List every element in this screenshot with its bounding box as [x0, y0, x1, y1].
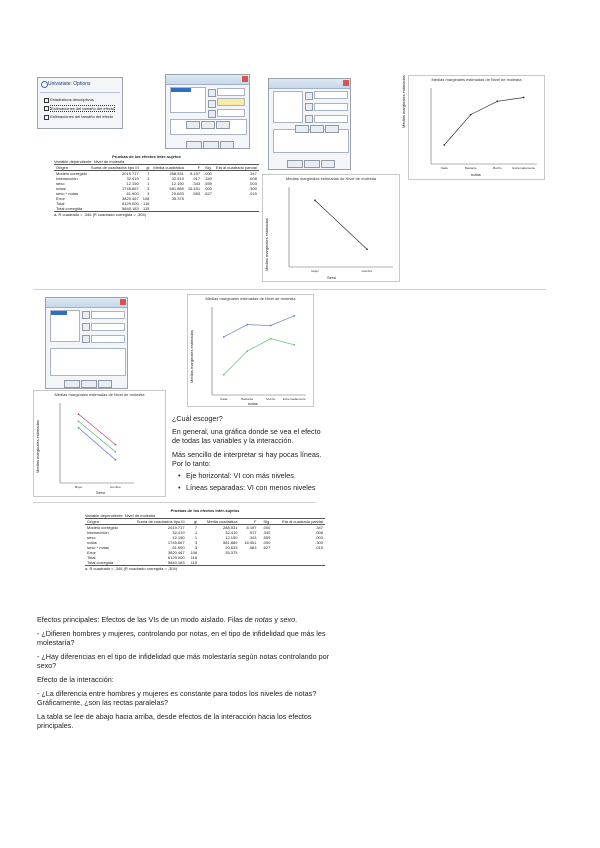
define-graph-dialog-thumbnail: [268, 78, 351, 170]
data-point: [223, 336, 225, 338]
table-cell: 288.531: [169, 171, 184, 176]
column-header: F: [186, 165, 202, 171]
table-cell: 581.889: [223, 540, 238, 545]
table-cell: [259, 560, 273, 566]
data-point: [246, 350, 248, 352]
column-header: Origen: [54, 165, 89, 171]
side-paragraph: Más sencillo de interpretar si hay pocas líneas. Por lo tanto:: [172, 450, 322, 468]
table-cell: 115: [190, 560, 198, 565]
line-chart: [263, 175, 401, 283]
option-label: Estimaciones del tamaño del efecto: [50, 114, 114, 119]
table-cell: [199, 560, 239, 566]
table-cell: 6129.000: [122, 201, 139, 206]
table-cell: 32.419: [225, 530, 238, 535]
table-subtitle: Variable dependiente: Nivel de molestia: [54, 159, 125, 164]
move-arrow-button[interactable]: [305, 103, 313, 111]
x-tick-label: Mucho: [266, 397, 276, 401]
table-cell: 12.150: [171, 181, 184, 186]
table-cell: 20.633: [171, 191, 184, 196]
separate-plots-field[interactable]: [91, 335, 125, 343]
data-point: [443, 144, 445, 146]
column-header: Sig.: [202, 165, 214, 171]
help-button[interactable]: [98, 380, 112, 388]
chart-title: Medias marginales estimadas de Nivel de molestia: [54, 392, 145, 397]
table-cell: 3820.467: [167, 550, 185, 555]
table-cell: 1745.667: [122, 186, 139, 191]
column-header: gl: [187, 519, 200, 525]
table-cell: [151, 206, 185, 212]
selected-factor[interactable]: [51, 311, 67, 315]
dialog-titlebar: [269, 79, 350, 89]
horizontal-axis-field[interactable]: [217, 88, 245, 96]
anova-table-1: [54, 154, 257, 217]
move-arrow-button[interactable]: [305, 92, 313, 100]
separate-plots-field[interactable]: [217, 109, 245, 117]
x-tick-label: Nada: [220, 397, 228, 401]
line-chart: [188, 295, 315, 408]
table-cell: .343: [192, 181, 201, 186]
table-cell: 12.150: [172, 535, 185, 540]
close-icon[interactable]: [120, 299, 126, 305]
table-cell: 3: [147, 191, 150, 196]
table-cell: 288.531: [223, 525, 238, 530]
table-cell: 32.419: [171, 176, 184, 181]
series-line: [79, 421, 116, 451]
list-item: • Líneas separadas: VI con menos niveles: [178, 483, 316, 492]
x-axis-label: notas: [248, 401, 258, 406]
data-point: [223, 374, 225, 376]
horizontal-axis-field[interactable]: [91, 311, 125, 319]
side-heading: ¿Cuál escoger?: [172, 414, 223, 423]
move-arrow-button[interactable]: [82, 323, 90, 331]
table-cell: .008: [315, 530, 323, 535]
anova-table: [54, 164, 259, 212]
change-button[interactable]: [310, 125, 324, 133]
table-cell: .000: [262, 525, 271, 530]
column-header: gl: [141, 165, 152, 171]
table-cell: 108: [142, 196, 150, 201]
table-cell: .300: [315, 540, 323, 545]
define-graph-dialog-thumbnail: [165, 74, 250, 149]
table-cell: 35.375: [171, 196, 184, 201]
y-axis-label: Medias marginales estimadas: [35, 420, 40, 473]
move-arrow-button[interactable]: [82, 311, 90, 319]
continue-button[interactable]: [64, 380, 80, 388]
data-point: [523, 97, 525, 99]
help-button[interactable]: [321, 160, 335, 168]
list-item: • Eje horizontal: VI con más niveles.: [178, 471, 296, 480]
table-cell: .583: [192, 191, 201, 196]
table-cell: 3: [194, 540, 198, 545]
cancel-button[interactable]: [81, 380, 97, 388]
table-cell: 7: [194, 525, 198, 530]
section-divider: [33, 289, 546, 290]
table-cell: sexo: [56, 181, 65, 186]
series-line: [444, 98, 524, 146]
table-cell: .583: [248, 545, 257, 550]
define-graph-dialog-thumbnail: [45, 297, 128, 389]
table-cell: notas: [87, 540, 97, 545]
add-button[interactable]: [186, 121, 200, 129]
change-button[interactable]: [201, 121, 215, 129]
chart-title: Medias marginales estimadas de Nivel de molestia: [285, 176, 377, 181]
table-cell: 8.157: [190, 171, 201, 176]
series-line: [224, 339, 295, 375]
table-subtitle: Variable dependiente: Nivel de molestia: [85, 513, 156, 518]
body-text: [37, 615, 337, 730]
data-point: [366, 248, 368, 250]
horizontal-axis-field[interactable]: [314, 91, 348, 99]
body-paragraph: Efectos principales: Efectos de las VIs de un modo aislado. Filas de notas y sexo.: [37, 615, 298, 624]
table-title: Pruebas de los efectos inter-sujetos: [112, 154, 181, 159]
table-cell: 108: [190, 550, 198, 555]
x-tick-label: Nada: [440, 166, 448, 170]
factors-list[interactable]: [273, 91, 303, 123]
table-cell: .559: [204, 181, 212, 186]
move-arrow-button[interactable]: [208, 89, 216, 97]
table-cell: .627: [262, 545, 271, 550]
options-dialog-thumbnail: [37, 77, 123, 129]
column-header: Media cuadrática: [153, 165, 184, 170]
table-footnote: a. R cuadrado = ,346 (R cuadrado corregida = ,304): [85, 566, 178, 571]
table-cell: [186, 206, 202, 212]
table-cell: Total corregida: [87, 560, 114, 565]
table-cell: 16.451: [187, 186, 201, 191]
checkbox-icon[interactable]: [44, 106, 49, 111]
column-header: Sig.: [259, 519, 273, 525]
move-arrow-button[interactable]: [208, 110, 216, 118]
table-cell: Modelo corregido: [87, 525, 118, 530]
add-button[interactable]: [295, 125, 309, 133]
x-tick-label: Hombre: [110, 485, 121, 489]
plots-list[interactable]: [50, 348, 126, 376]
table-cell: 32.419: [126, 176, 139, 181]
series-line: [79, 428, 116, 460]
y-axis-label: Medias marginales estimadas: [401, 75, 406, 128]
body-paragraph: Efecto de la interacción:: [37, 675, 114, 684]
series-line: [79, 414, 116, 444]
table-cell: Intersección: [87, 530, 109, 535]
side-text: [172, 414, 322, 492]
table-cell: 116: [190, 555, 198, 560]
table-cell: 3820.467: [122, 196, 139, 201]
options-dialog-title: Univariate: Options: [48, 81, 91, 87]
table-title: Pruebas de los efectos inter-sujetos: [170, 508, 240, 513]
window-icon: [41, 81, 48, 88]
table-cell: 5840.183: [122, 206, 139, 211]
table-cell: .347: [249, 171, 257, 176]
chart-title: Medias marginales estimadas de Nivel de molestia: [431, 77, 522, 82]
column-header: F: [239, 519, 258, 525]
x-tick-label: Bastante: [464, 166, 477, 170]
table-cell: 2019.717: [167, 525, 185, 530]
table-cell: 32.419: [172, 530, 185, 535]
table-cell: .340: [262, 530, 271, 535]
table-cell: 115: [143, 206, 150, 211]
option-label: Estadísticos descriptivos: [50, 97, 94, 102]
table-cell: Error: [56, 196, 65, 201]
side-bullet-list: [172, 471, 322, 492]
x-axis-label: Sexo: [96, 490, 106, 495]
table-cell: [239, 560, 258, 566]
x-axis-label: Sexo: [327, 275, 337, 280]
table-cell: .015: [249, 191, 257, 196]
table-cell: Intersección: [56, 176, 78, 181]
chart-title: Medias marginales estimadas de Nivel de molestia: [205, 296, 296, 301]
table-cell: 20.633: [225, 545, 238, 550]
table-cell: .003: [315, 535, 323, 540]
column-header: Suma de cuadrados tipo III: [126, 519, 187, 525]
table-cell: Total: [87, 555, 96, 560]
table-cell: .000: [262, 540, 271, 545]
x-tick-label: Extremadamente: [512, 166, 536, 170]
table-cell: .340: [204, 176, 212, 181]
table-cell: 35.375: [225, 550, 238, 555]
series-line: [315, 200, 367, 249]
table-cell: Error: [87, 550, 96, 555]
table-cell: Modelo corregido: [56, 171, 87, 176]
table-cell: 581.889: [169, 186, 184, 191]
series-line: [224, 316, 295, 337]
continue-button[interactable]: [287, 160, 303, 168]
table-cell: [272, 560, 325, 566]
data-point: [293, 344, 295, 346]
table-cell: [214, 206, 259, 212]
body-paragraph: - ¿Difieren hombres y mujeres, controlando por notas, en el tipo de infidelidad que más les molestaría?: [37, 629, 326, 647]
selected-factor[interactable]: [171, 88, 191, 92]
table-cell: .000: [204, 186, 212, 191]
body-paragraph: - ¿La diferencia entre hombres y mujeres es constante para todos los niveles de notas? Gráficamente, ¿son las rectas paralelas?: [37, 689, 317, 707]
column-header: Eta al cuadrado parcial: [215, 165, 257, 170]
table-cell: notas: [56, 186, 66, 191]
side-paragraph: En general, una gráfica donde se vea el efecto de todas las variables y la interacción.: [172, 427, 321, 445]
table-cell: 16.451: [244, 540, 257, 545]
chart-sexo: [262, 174, 400, 282]
table-cell: 8.157: [246, 525, 257, 530]
table-cell: .917: [248, 530, 257, 535]
table-cell: .559: [262, 535, 271, 540]
table-cell: 1: [147, 176, 150, 181]
table-cell: [202, 206, 214, 212]
table-cell: sexo * notas: [56, 191, 79, 196]
anova-table: [85, 518, 325, 566]
table-cell: .300: [249, 186, 257, 191]
x-tick-label: Mujer: [311, 269, 319, 273]
body-paragraph: La tabla se lee de abajo hacia arriba, desde efectos de la interacción hacia los efectos principales.: [37, 712, 312, 730]
checkbox-icon[interactable]: [44, 98, 49, 103]
table-cell: 1745.667: [167, 540, 185, 545]
table-cell: .917: [192, 176, 201, 181]
help-button[interactable]: [220, 141, 234, 149]
data-point: [246, 324, 248, 326]
continue-button[interactable]: [186, 141, 202, 149]
column-header: Media cuadrática: [199, 519, 239, 525]
table-cell: 5840.183: [167, 560, 185, 565]
table-cell: 12.150: [225, 535, 238, 540]
anova-table-2: [85, 508, 325, 571]
table-cell: 61.900: [126, 191, 139, 196]
table-cell: 1: [147, 181, 150, 186]
x-tick-label: Mujer: [74, 485, 83, 489]
y-axis-label: Medias marginales estimadas: [189, 330, 194, 383]
checkbox-icon[interactable]: [44, 115, 49, 120]
x-tick-label: Hombre: [361, 269, 373, 273]
line-chart: [409, 76, 546, 181]
data-point: [115, 451, 117, 453]
data-point: [78, 427, 80, 429]
move-arrow-button[interactable]: [208, 100, 216, 108]
cancel-button[interactable]: [203, 141, 219, 149]
y-axis-label: Medias marginales estimadas: [264, 218, 269, 271]
table-cell: 12.150: [126, 181, 139, 186]
separate-plots-field[interactable]: [314, 115, 348, 123]
table-cell: 1: [194, 535, 198, 540]
table-cell: .343: [248, 535, 257, 540]
line-chart: [34, 391, 167, 498]
table-cell: 6129.000: [167, 555, 185, 560]
table-cell: 1: [194, 530, 198, 535]
section-divider: [33, 502, 316, 503]
table-cell: 3: [147, 186, 150, 191]
data-point: [293, 315, 295, 317]
x-axis-label: notas: [471, 172, 481, 177]
data-point: [78, 413, 80, 415]
table-cell: .008: [249, 176, 257, 181]
data-point: [496, 100, 498, 102]
table-cell: Total: [56, 201, 65, 206]
column-header: Suma de cuadrados tipo III: [90, 165, 139, 170]
table-cell: .015: [315, 545, 323, 550]
column-header: Origen: [85, 519, 126, 525]
data-point: [115, 444, 117, 446]
separate-lines-field[interactable]: [91, 323, 125, 331]
table-row: [54, 206, 259, 212]
table-cell: sexo * notas: [87, 545, 110, 550]
chart-notas-by-sexo: [187, 294, 314, 407]
column-header: Eta al cuadrado parcial: [272, 519, 325, 525]
table-cell: 7: [147, 171, 150, 176]
table-cell: .347: [315, 525, 323, 530]
data-point: [78, 421, 80, 423]
close-icon[interactable]: [242, 76, 248, 82]
dialog-titlebar: [166, 75, 249, 85]
table-cell: 3: [194, 545, 198, 550]
move-arrow-button[interactable]: [305, 115, 313, 123]
chart-sexo-by-notas: [33, 390, 166, 497]
table-cell: 2019.717: [122, 171, 139, 176]
x-tick-label: Bastante: [241, 397, 254, 401]
table-cell: 116: [143, 201, 150, 206]
table-cell: 61.900: [172, 545, 185, 550]
body-paragraph: - ¿Hay diferencias en el tipo de infidelidad que más molestaría según notas controlando por sexo?: [37, 652, 330, 670]
table-cell: .000: [204, 171, 212, 176]
x-tick-label: Extremadamente: [282, 397, 306, 401]
separate-lines-field[interactable]: [314, 103, 348, 111]
cancel-button[interactable]: [304, 160, 320, 168]
data-point: [470, 114, 472, 116]
dialog-titlebar: [46, 298, 127, 308]
table-row: [85, 560, 325, 566]
table-cell: .003: [249, 181, 257, 186]
data-point: [270, 325, 272, 327]
chart-notas: [401, 75, 545, 180]
move-arrow-button[interactable]: [82, 335, 90, 343]
remove-button[interactable]: [216, 121, 230, 129]
separate-lines-field[interactable]: [217, 98, 245, 106]
x-tick-label: Mucho: [492, 166, 502, 170]
table-cell: sexo: [87, 535, 96, 540]
table-footnote: a. R cuadrado = ,346 (R cuadrado corregida = ,304): [54, 212, 147, 217]
option-label: Estimaciones del tamaño del efecto: [51, 106, 115, 111]
close-icon[interactable]: [343, 80, 349, 86]
remove-button[interactable]: [325, 125, 339, 133]
table-cell: Total corregida: [56, 206, 83, 211]
data-point: [115, 459, 117, 461]
data-point: [270, 338, 272, 340]
data-point: [314, 199, 316, 201]
table-cell: .627: [204, 191, 212, 196]
